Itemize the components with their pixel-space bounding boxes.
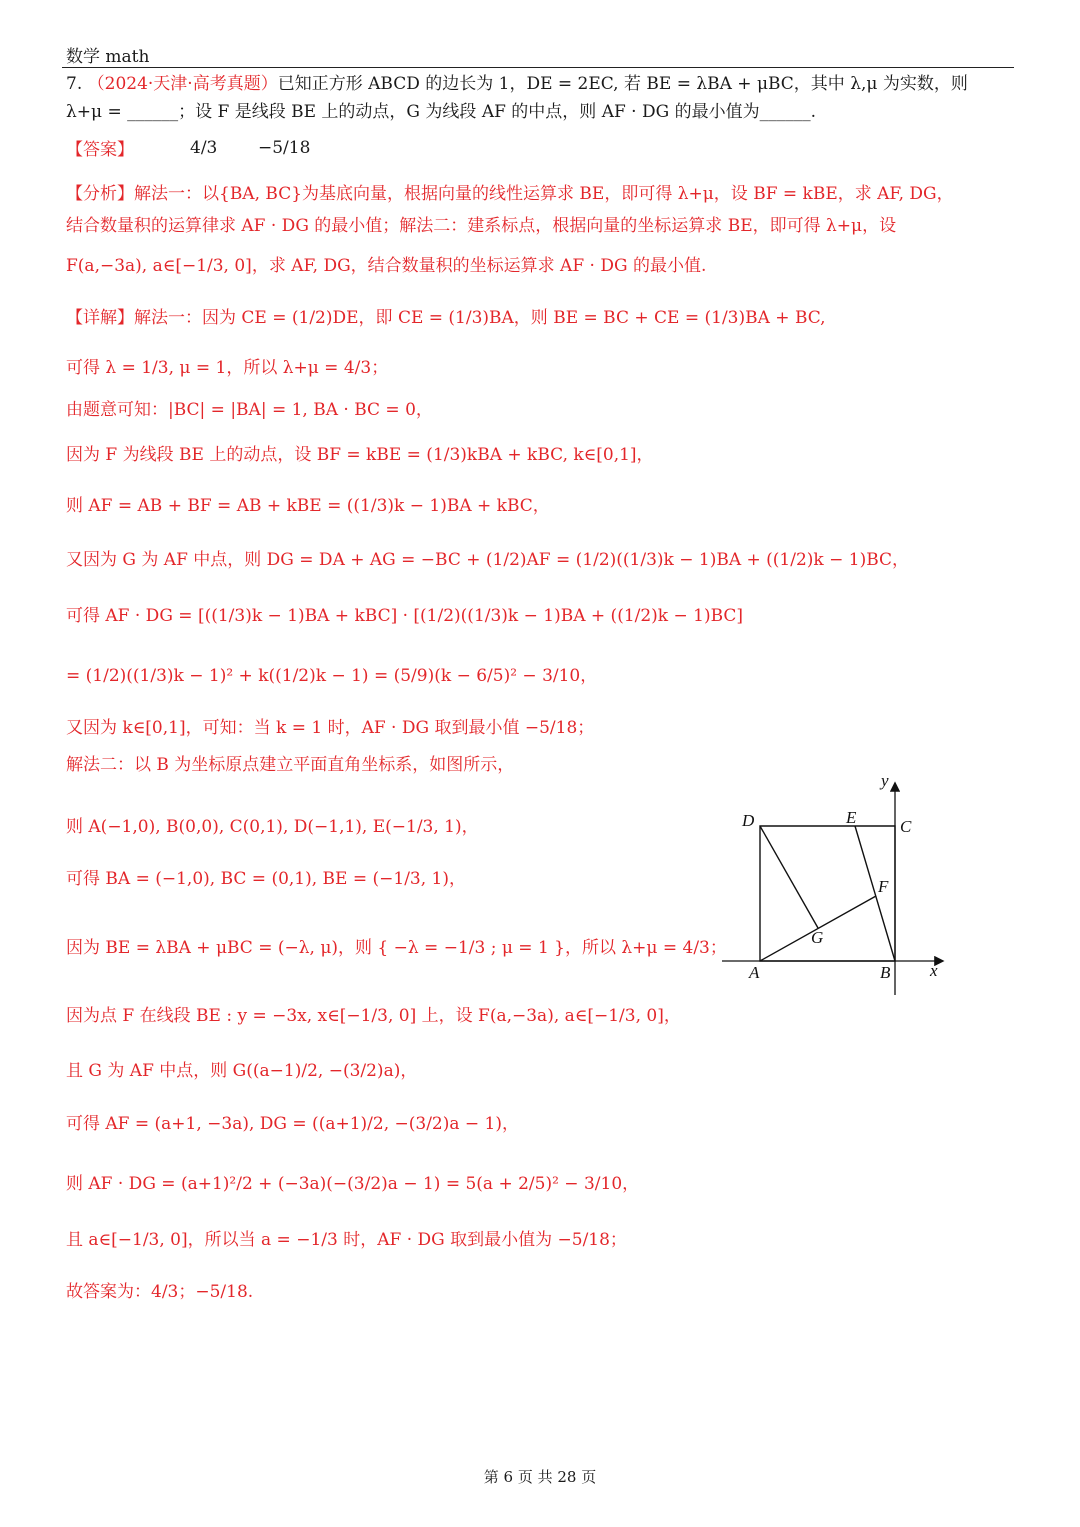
question-number: 7. [66,74,83,94]
page-header: 数学 math [66,47,150,67]
detail-line: 又因为 k∈[0,1]，可知：当 k = 1 时，AF · DG 取到最小值 −5/18； [66,718,595,738]
detail-line: 【详解】解法一：因为 CE = (1/2)DE，即 CE = (1/3)BA，则 BE = BC + CE = (1/3)BA + BC, [66,308,826,328]
question-line-2: λ+μ = ______；设 F 是线段 BE 上的动点，G 为线段 AF 的中点，则 AF · DG 的最小值为______. [66,102,816,122]
detail-line: 又因为 G 为 AF 中点，则 DG = DA + AG = −BC + (1/2)AF = (1/2)((1/3)k − 1)BA + ((1/2)k − 1)BC， [66,550,910,570]
detail-line: 因为 F 为线段 BE 上的动点，设 BF = kBE = (1/3)kBA + kBC, k∈[0,1]， [66,445,654,465]
label-e: E [846,808,857,827]
detail-line: 故答案为：4/3；−5/18. [66,1282,254,1302]
detail-line: 由题意可知：|BC| = |BA| = 1, BA · BC = 0， [66,400,433,420]
page-footer: 第 6 页 共 28 页 [483,1468,597,1486]
detail-line: 则 AF = AB + BF = AB + kBE = ((1/3)k − 1)BA + kBC， [66,496,550,516]
detail-line: 则 A(−1,0), B(0,0), C(0,1), D(−1,1), E(−1/3, 1)， [66,817,479,837]
detail-line: 且 a∈[−1/3, 0]，所以当 a = −1/3 时，AF · DG 取到最小值为 −5/18； [66,1230,627,1250]
answer-value-2: −5/18 [258,138,311,158]
detail-line: 可得 λ = 1/3, μ = 1，所以 λ+μ = 4/3； [66,358,389,378]
detail-line: 可得 AF · DG = [((1/3)k − 1)BA + kBC] · [(1/2)((1/3)k − 1)BA + ((1/2)k − 1)BC] [66,606,744,626]
detail-line: 可得 AF = (a+1, −3a), DG = ((a+1)/2, −(3/2)a − 1)， [66,1114,520,1134]
detail-line: = (1/2)((1/3)k − 1)² + k((1/2)k − 1) = (5/9)(k − 6/5)² − 3/10， [66,666,598,686]
label-x: x [930,961,938,980]
header-rule [62,67,1014,68]
answer-label: 【答案】 [66,140,134,160]
analysis-line-3: F(a,−3a), a∈[−1/3, 0]，求 AF, DG，结合数量积的坐标运算求 AF · DG 的最小值. [66,256,707,276]
detail-line: 则 AF · DG = (a+1)²/2 + (−3a)(−(3/2)a − 1) = 5(a + 2/5)² − 3/10， [66,1174,640,1194]
detail-line: 解法二：以 B 为坐标原点建立平面直角坐标系，如图所示， [66,755,515,775]
label-y: y [881,771,889,790]
question-source-tag: （2024·天津·高考真题） [87,74,278,94]
label-a: A [749,963,760,982]
question-line-1 [66,72,968,96]
label-c: C [900,817,912,836]
analysis-line-1: 【分析】解法一：以{BA, BC}为基底向量，根据向量的线性运算求 BE，即可得 λ+μ，设 BF = kBE，求 AF, DG， [66,184,954,204]
coordinate-figure [720,770,950,995]
detail-line: 因为 BE = λBA + μBC = (−λ, μ)，则 { −λ = −1/3 ; μ = 1 }，所以 λ+μ = 4/3； [66,938,727,958]
analysis-line-2: 结合数量积的运算律求 AF · DG 的最小值；解法二：建系标点，根据向量的坐标运算求 BE，即可得 λ+μ，设 [66,216,897,236]
segment-dg [760,826,818,928]
label-g: G [811,928,824,947]
question-text-1: 已知正方形 ABCD 的边长为 1，DE = 2EC, 若 BE = λBA + μBC，其中 λ,μ 为实数，则 [277,74,968,94]
label-f: F [878,877,889,896]
detail-line: 且 G 为 AF 中点，则 G((a−1)/2, −(3/2)a)， [66,1061,418,1081]
answer-value-1: 4/3 [190,138,218,158]
label-b: B [880,963,891,982]
detail-line: 可得 BA = (−1,0), BC = (0,1), BE = (−1/3, 1)， [66,869,466,889]
label-d: D [742,811,755,830]
detail-line: 因为点 F 在线段 BE : y = −3x, x∈[−1/3, 0] 上，设 F(a,−3a), a∈[−1/3, 0]， [66,1006,681,1026]
segment-be [855,826,895,961]
